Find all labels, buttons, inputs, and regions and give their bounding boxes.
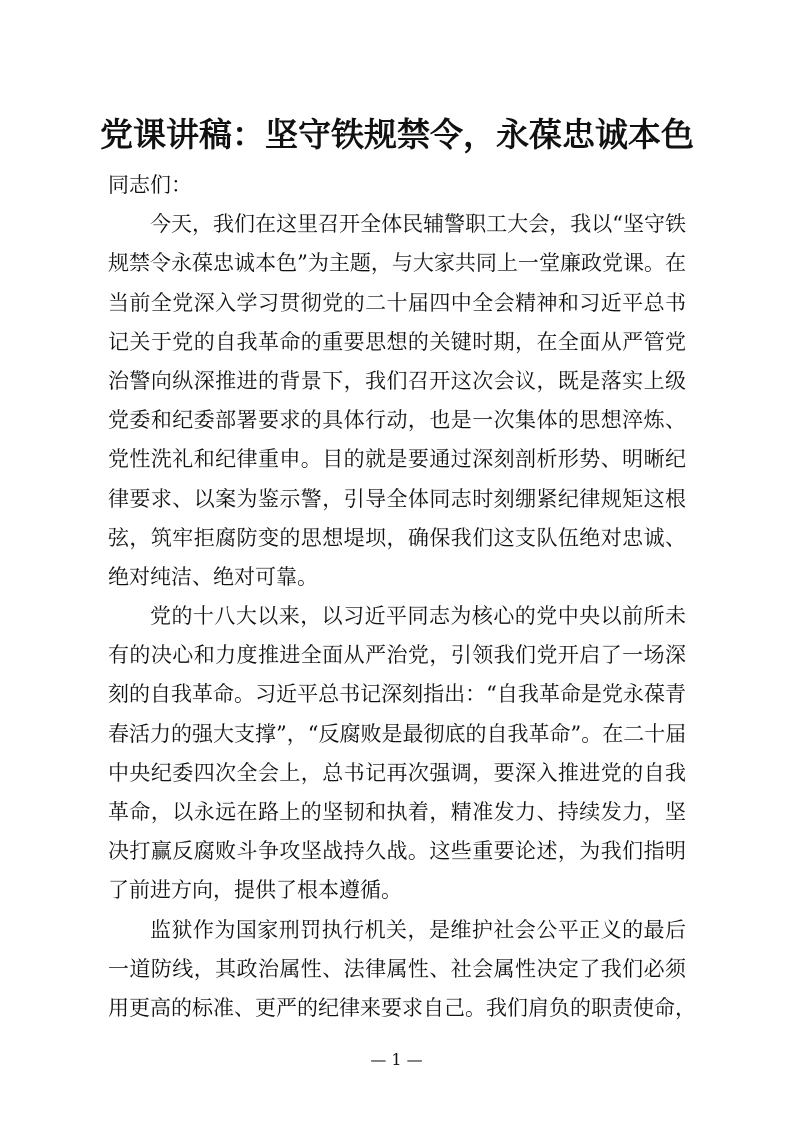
paragraph-line: 一道防线，其政治属性、法律属性、社会属性决定了我们必须 xyxy=(108,956,686,981)
paragraph-line: 当前全党深入学习贯彻党的二十届四中全会精神和习近平总书 xyxy=(108,290,686,315)
paragraph-line: 今天，我们在这里召开全体民辅警职工大会，我以“坚守铁 xyxy=(150,212,686,237)
paragraph-line: 律要求、以案为鉴示警，引导全体同志时刻绷紧纪律规矩这根 xyxy=(108,486,686,511)
paragraph-line: 监狱作为国家刑罚执行机关，是维护社会公平正义的最后 xyxy=(150,917,686,942)
paragraph-line: 绝对纯洁、绝对可靠。 xyxy=(108,564,318,589)
paragraph-line: 刻的自我革命。习近平总书记深刻指出：“自我革命是党永葆青 xyxy=(108,682,686,707)
paragraph-line: 记关于党的自我革命的重要思想的关键时期，在全面从严管党 xyxy=(108,329,686,354)
paragraph-line: 党的十八大以来，以习近平同志为核心的党中央以前所未 xyxy=(150,604,686,629)
paragraph-line: 党委和纪委部署要求的具体行动，也是一次集体的思想淬炼、 xyxy=(108,408,686,433)
document-body xyxy=(108,166,696,1028)
paragraph-line: 春活力的强大支撑”，“反腐败是最彻底的自我革命”。在二十届 xyxy=(108,721,687,746)
paragraph-line: 中央纪委四次全会上，总书记再次强调，要深入推进党的自我 xyxy=(108,760,686,785)
paragraph-line: 弦，筑牢拒腐防变的思想堤坝，确保我们这支队伍绝对忠诚、 xyxy=(108,525,686,550)
paragraphs xyxy=(108,205,696,1028)
paragraph xyxy=(108,597,686,911)
paragraph-line: 治警向纵深推进的背景下，我们召开这次会议，既是落实上级 xyxy=(108,368,686,393)
paragraph-line: 了前进方向，提供了根本遵循。 xyxy=(108,878,402,903)
paragraph-line: 决打赢反腐败斗争攻坚战持久战。这些重要论述，为我们指明 xyxy=(108,839,686,864)
paragraph-line: 用更高的标准、更严的纪律来要求自己。我们肩负的职责使命， xyxy=(108,995,696,1020)
paragraph-line: 规禁令永葆忠诚本色”为主题，与大家共同上一堂廉政党课。在 xyxy=(108,251,686,276)
salutation: 同志们： xyxy=(108,173,192,197)
paragraph-line: 有的决心和力度推进全面从严治党，引领我们党开启了一场深 xyxy=(108,643,686,668)
document-title: 党课讲稿：坚守铁规禁令，永葆忠诚本色 xyxy=(100,115,694,154)
page-number: — 1 — xyxy=(370,1050,423,1069)
paragraph xyxy=(108,911,696,1029)
paragraph-line: 党性洗礼和纪律重申。目的就是要通过深刻剖析形势、明晰纪 xyxy=(108,447,686,472)
paragraph-line: 革命，以永远在路上的坚韧和执着，精准发力、持续发力，坚 xyxy=(108,800,686,824)
paragraph xyxy=(108,205,686,597)
